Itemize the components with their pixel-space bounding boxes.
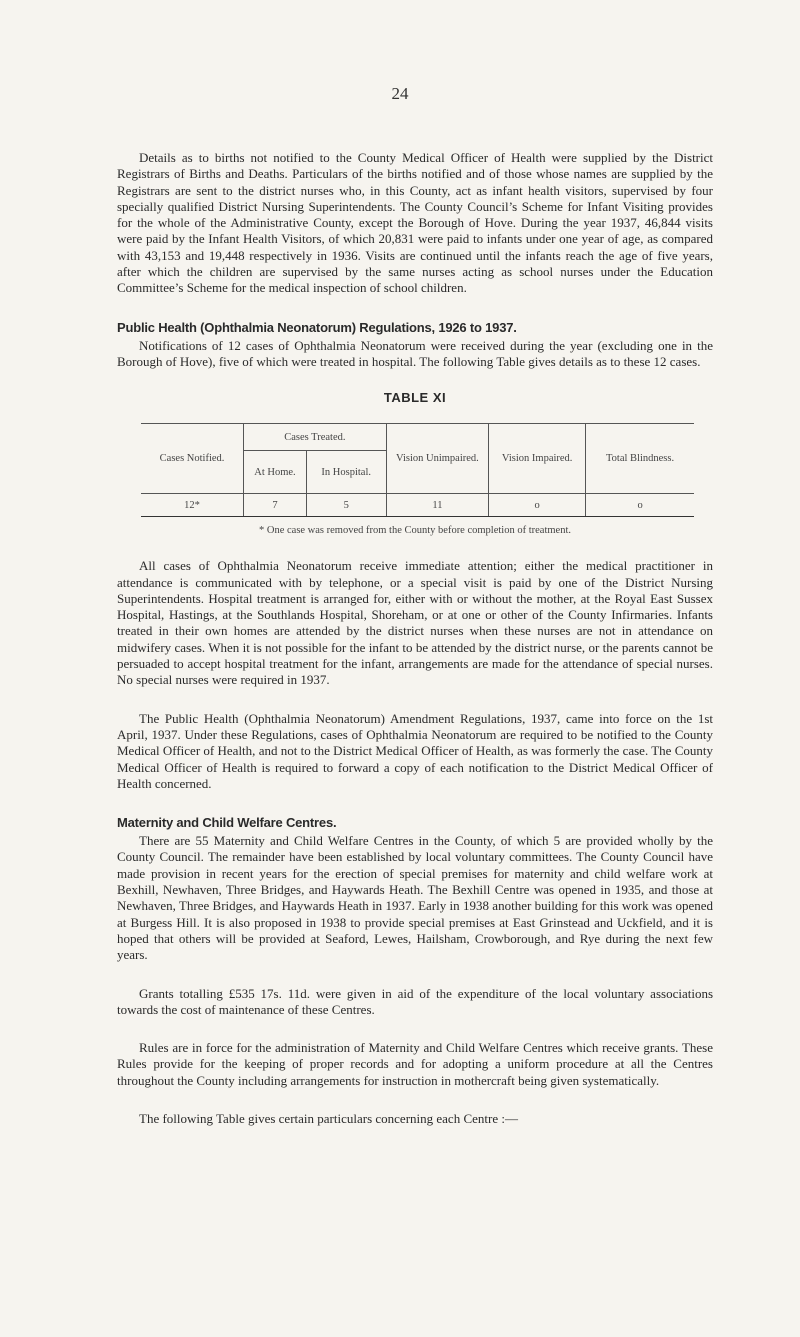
- cell-total-blindness: o: [586, 494, 694, 517]
- paragraph-following-table: The following Table gives certain particulars concerning each Centre :—: [139, 1110, 518, 1126]
- paragraph-ophthalmia-intro: Notifications of 12 cases of Ophthalmia Neonatorum were received during the year (excluding one in the Borough of Hove), five of which were treated in hospital. The following Table gives details as to these 12 cases.: [117, 337, 713, 369]
- header-at-home: At Home.: [244, 451, 307, 494]
- cell-in-hospital: 5: [306, 494, 386, 517]
- header-vision-unimpaired: Vision Unimpaired.: [386, 424, 489, 494]
- section-heading-maternity: Maternity and Child Welfare Centres.: [117, 815, 337, 831]
- cell-vision-impaired: o: [489, 494, 586, 517]
- paragraph-rules: Rules are in force for the administration of Maternity and Child Welfare Centres which receive grants. These Rules provide for the keeping of proper records and for adopting a uniform procedure at all the Centres throughout the County including arrangements for instruction in mothercraft being given systematically.: [117, 1040, 713, 1088]
- table-footnote: * One case was removed from the County before completion of treatment.: [259, 525, 571, 537]
- paragraph-amendment-regulations: The Public Health (Ophthalmia Neonatorum) Amendment Regulations, 1937, came into force on the 1st April, 1937. Under these Regulations, cases of Ophthalmia Neonatorum are required to be notified to the County Medical Officer of Health, and not to the District Medical Officer of Health, as was formerly the case. The County Medical Officer of Health is required to forward a copy of each notification to the District Medical Officer of Health concerned.: [117, 710, 713, 791]
- cell-at-home: 7: [244, 494, 307, 517]
- table-title: TABLE XI: [383, 390, 447, 406]
- cell-vision-unimpaired: 11: [386, 494, 489, 517]
- paragraph-birth-notifications: Details as to births not notified to the County Medical Officer of Health were supplied by the District Registrars of Births and Deaths. Particulars of the births notified and of those whose names are supplied by the Registrars are sent to the district nurses who, in this County, act as infant health visitors, supervised by four specially qualified District Nursing Superintendents. The County Council’s Scheme for Infant Visiting provides for the whole of the Administrative County, except the Borough of Hove. During the year 1937, 46,844 visits were paid by the Infant Health Visitors, of which 20,831 were paid to infants under one year of age, as compared with 43,153 and 19,448 respectively in 1936. Visits are continued until the infants reach the age of five years, after which the children are supervised by the same nurses acting as school nurses under the Education Committee’s Scheme for the medical inspection of school children.: [117, 150, 713, 296]
- header-vision-impaired: Vision Impaired.: [489, 424, 586, 494]
- table-xi: [141, 423, 694, 517]
- header-in-hospital: In Hospital.: [306, 451, 386, 494]
- page-content: [117, 150, 713, 1127]
- paragraph-grants: Grants totalling £535 17s. 11d. were given in aid of the expenditure of the local voluntary associations towards the cost of maintenance of these Centres.: [117, 985, 713, 1017]
- header-cases-treated: Cases Treated.: [244, 424, 387, 451]
- header-total-blindness: Total Blindness.: [586, 424, 694, 494]
- paragraph-centres: There are 55 Maternity and Child Welfare Centres in the County, of which 5 are provided wholly by the County Council. The remainder have been established by local voluntary committees. The County Council have made provision in recent years for the erection of special premises for maternity and child welfare work at Bexhill, Newhaven, Three Bridges, and Haywards Heath. The Bexhill Centre was opened in 1935, and those at Newhaven, Three Bridges, and Haywards Heath in 1937. Early in 1938 another building for this work was opened at Burgess Hill. It is also proposed in 1938 to provide special premises at East Grinstead and Uckfield, and it is hoped that others will be provided at Seaford, Lewes, Hailsham, Crowborough, and Rye during the next few years.: [117, 833, 713, 963]
- page-number: 24: [391, 84, 409, 103]
- header-cases-notified: Cases Notified.: [141, 424, 244, 494]
- cell-cases-notified: 12*: [141, 494, 244, 517]
- table-row: [141, 494, 694, 517]
- section-heading-ophthalmia: Public Health (Ophthalmia Neonatorum) Regulations, 1926 to 1937.: [117, 319, 517, 335]
- paragraph-ophthalmia-attention: All cases of Ophthalmia Neonatorum receive immediate attention; either the medical practitioner in attendance is communicated with by telephone, or a special visit is paid by one of the District Nursing Superintendents. Hospital treatment is arranged for, either with or without the mother, at the Royal East Sussex Hospital, Hastings, at the Southlands Hospital, Shoreham, or at one or other of the County Infirmaries. Infants treated in their own homes are attended by the district nurses when these nurses are not in attendance on midwifery cases. When it is not possible for the infant to be attended by the district nurse, or the parents cannot be persuaded to accept hospital treatment for the infant, arrangements are made for the attendance of special nurses. No special nurses were required in 1937.: [117, 558, 713, 688]
